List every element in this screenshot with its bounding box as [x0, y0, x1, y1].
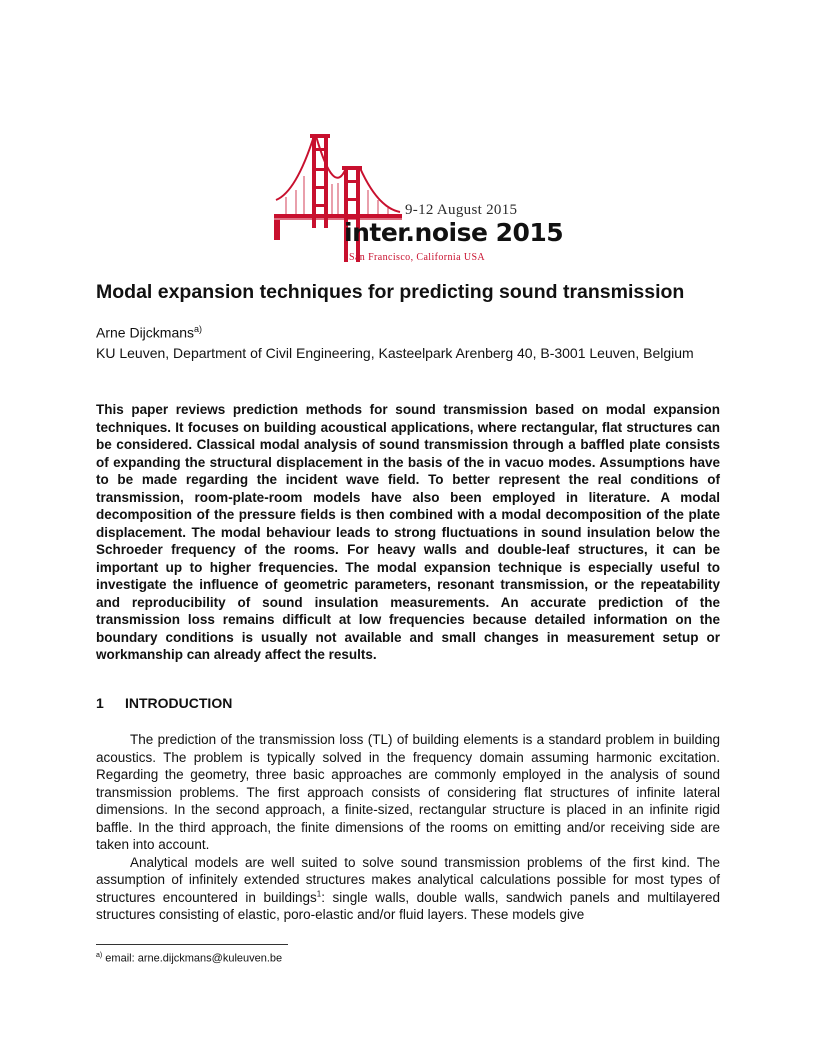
paragraph: Analytical models are well suited to solve sound transmission problems of the first kind. The assumption of infinitely extended structures makes analytical calculations possible for most types of structures encountered in buildings$^1$: single walls, double walls, sandwich panels and multilayered structures consisting of elastic, poro-elastic and/or fluid layers. These models give — [96, 854, 720, 922]
citation-ref: 1 — [316, 889, 322, 898]
conference-name: inter.noise 2015 — [344, 218, 564, 247]
footnote — [96, 952, 282, 965]
conference-location: San Francisco, California USA — [349, 252, 486, 263]
author-name: Arne Dijckmans — [96, 324, 195, 341]
affiliation: KU Leuven, Department of Civil Engineering, Kasteelpark Arenberg 40, B-3001 Leuven, Belgium — [96, 345, 694, 361]
paper-title: Modal expansion techniques for predicting sound transmission — [96, 281, 685, 303]
footnote-mark: a) — [96, 952, 103, 959]
paragraph: The prediction of the transmission loss (TL) of building elements is a standard problem in building acoustics. The problem is typically solved in the frequency domain assuming harmonic excitation. Regarding the geometry, three basic approaches are commonly employed in the analysis of sound transmission problems. The first approach consists of considering flat structures of infinite lateral dimensions. In the second approach, a finite-sized, rectangular structure is placed in an infinite rigid baffle. In the third approach, the finite dimensions of the rooms on emitting and/or receiving side are taken into account. — [96, 732, 720, 852]
author — [96, 324, 202, 341]
section-title: INTRODUCTION — [125, 695, 233, 711]
conference-date: 9-12 August 2015 — [405, 202, 518, 218]
section-heading — [96, 695, 232, 711]
footnote-divider — [96, 944, 288, 945]
conference-logo — [274, 128, 564, 266]
author-footnote-mark: a) — [194, 324, 203, 334]
body-text — [96, 731, 720, 924]
abstract: This paper reviews prediction methods for sound transmission based on modal expansion techniques. It focuses on building acoustical applications, where rectangular, flat structures can be considered. Classical modal analysis of sound transmission through a baffled plate consists of expanding the structural displacement in the basis of the in vacuo modes. Assumptions have to be made regarding the incident wave field. To better represent the real conditions of transmission, room-plate-room models have also been employed in literature. A modal decomposition of the pressure fields is then combined with a modal decomposition of the plate displacement. The modal behaviour leads to strong fluctuations in sound insulation below the Schroeder frequency of the rooms. For heavy walls and double-leaf structures, it can be important up to higher frequencies. The modal expansion technique is especially useful to investigate the influence of geometric parameters, resonant transmission, or the repeatability and reproducibility of sound insulation measurements. An accurate prediction of the transmission loss remains difficult at low frequencies because detailed information on the boundary conditions is usually not available and small changes in measurement setup or workmanship can already affect the results. — [96, 402, 720, 662]
footnote-email: email: arne.dijckmans@kuleuven.be — [105, 952, 283, 965]
section-number: 1 — [96, 695, 104, 711]
